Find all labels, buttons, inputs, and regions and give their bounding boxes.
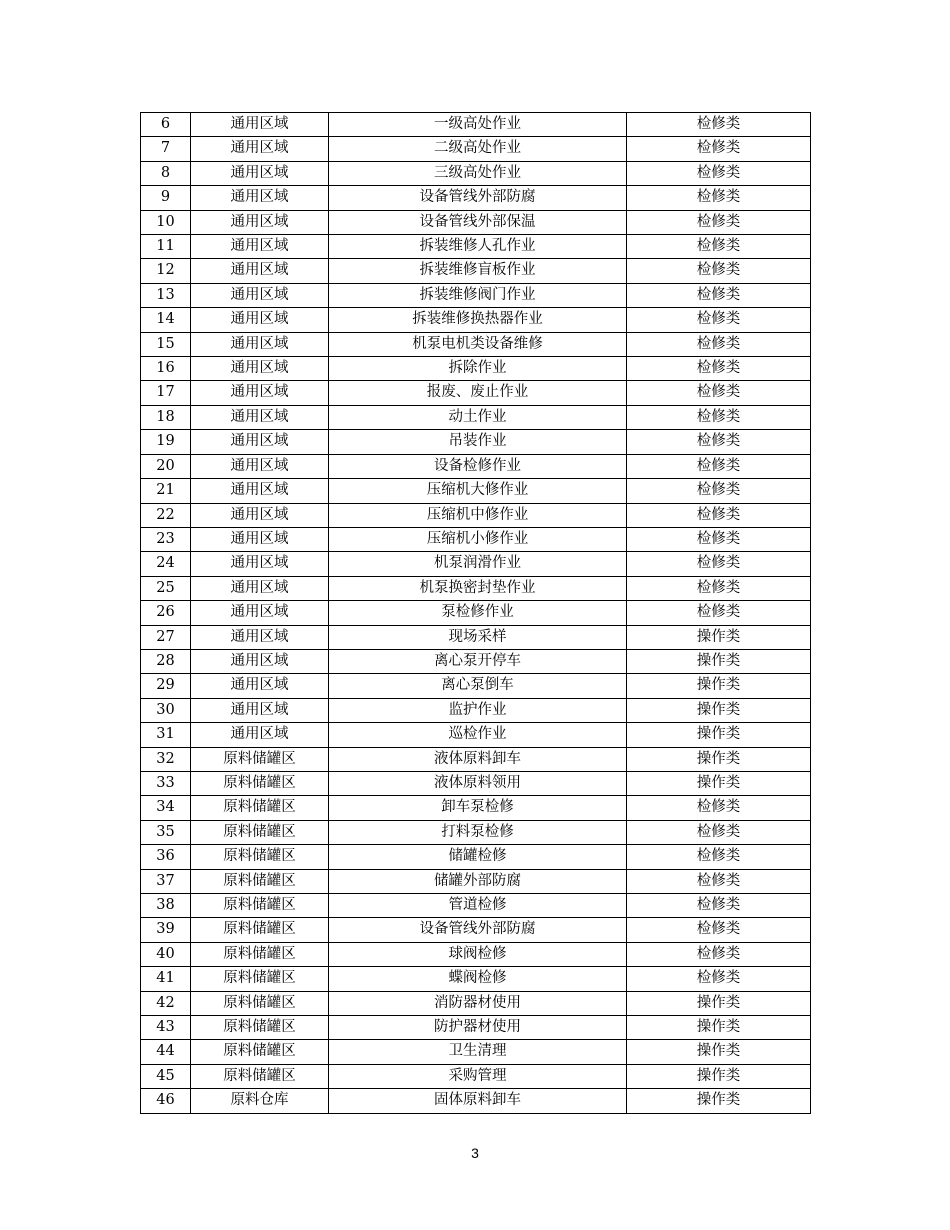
area-cell: 通用区域 [191, 308, 329, 332]
task-name-cell: 压缩机小修作业 [329, 527, 627, 551]
table-row [141, 747, 811, 771]
task-name-cell: 巡检作业 [329, 723, 627, 747]
category-cell: 检修类 [627, 796, 811, 820]
area-cell: 原料储罐区 [191, 918, 329, 942]
table-row [141, 820, 811, 844]
category-cell: 检修类 [627, 552, 811, 576]
category-cell: 检修类 [627, 576, 811, 600]
task-name-cell: 管道检修 [329, 894, 627, 918]
table-body [141, 113, 811, 1114]
row-number-cell: 33 [141, 771, 191, 795]
area-cell: 通用区域 [191, 527, 329, 551]
area-cell: 通用区域 [191, 210, 329, 234]
category-cell: 检修类 [627, 283, 811, 307]
area-cell: 通用区域 [191, 357, 329, 381]
table-row [141, 283, 811, 307]
area-cell: 原料储罐区 [191, 796, 329, 820]
task-name-cell: 监护作业 [329, 698, 627, 722]
task-name-cell: 球阀检修 [329, 942, 627, 966]
area-cell: 通用区域 [191, 332, 329, 356]
area-cell: 通用区域 [191, 723, 329, 747]
row-number-cell: 40 [141, 942, 191, 966]
area-cell: 原料储罐区 [191, 1064, 329, 1088]
task-name-cell: 储罐检修 [329, 845, 627, 869]
task-name-cell: 打料泵检修 [329, 820, 627, 844]
task-name-cell: 拆装维修阀门作业 [329, 283, 627, 307]
row-number-cell: 43 [141, 1016, 191, 1040]
row-number-cell: 31 [141, 723, 191, 747]
row-number-cell: 8 [141, 161, 191, 185]
row-number-cell: 9 [141, 186, 191, 210]
category-cell: 检修类 [627, 527, 811, 551]
area-cell: 通用区域 [191, 454, 329, 478]
row-number-cell: 6 [141, 113, 191, 137]
table-row [141, 723, 811, 747]
table-row [141, 1064, 811, 1088]
row-number-cell: 27 [141, 625, 191, 649]
category-cell: 检修类 [627, 454, 811, 478]
row-number-cell: 17 [141, 381, 191, 405]
row-number-cell: 34 [141, 796, 191, 820]
task-name-cell: 一级高处作业 [329, 113, 627, 137]
category-cell: 检修类 [627, 357, 811, 381]
task-name-cell: 机泵润滑作业 [329, 552, 627, 576]
table-row [141, 357, 811, 381]
table-row [141, 332, 811, 356]
area-cell: 通用区域 [191, 405, 329, 429]
area-cell: 通用区域 [191, 625, 329, 649]
table-row [141, 771, 811, 795]
row-number-cell: 39 [141, 918, 191, 942]
task-name-cell: 卫生清理 [329, 1040, 627, 1064]
category-cell: 操作类 [627, 698, 811, 722]
row-number-cell: 21 [141, 479, 191, 503]
row-number-cell: 23 [141, 527, 191, 551]
table-row [141, 991, 811, 1015]
table-row [141, 1089, 811, 1113]
task-name-cell: 离心泵倒车 [329, 674, 627, 698]
table-row [141, 405, 811, 429]
row-number-cell: 10 [141, 210, 191, 234]
area-cell: 原料储罐区 [191, 869, 329, 893]
task-name-cell: 泵检修作业 [329, 601, 627, 625]
area-cell: 通用区域 [191, 381, 329, 405]
category-cell: 操作类 [627, 649, 811, 673]
area-cell: 原料储罐区 [191, 991, 329, 1015]
page-number: 3 [471, 1145, 479, 1161]
category-cell: 操作类 [627, 625, 811, 649]
category-cell: 检修类 [627, 405, 811, 429]
area-cell: 通用区域 [191, 552, 329, 576]
task-name-cell: 卸车泵检修 [329, 796, 627, 820]
category-cell: 检修类 [627, 137, 811, 161]
area-cell: 原料储罐区 [191, 747, 329, 771]
row-number-cell: 16 [141, 357, 191, 381]
category-cell: 操作类 [627, 771, 811, 795]
category-cell: 检修类 [627, 942, 811, 966]
task-name-cell: 液体原料卸车 [329, 747, 627, 771]
task-name-cell: 防护器材使用 [329, 1016, 627, 1040]
task-name-cell: 机泵换密封垫作业 [329, 576, 627, 600]
area-cell: 原料储罐区 [191, 894, 329, 918]
task-name-cell: 三级高处作业 [329, 161, 627, 185]
table-row [141, 894, 811, 918]
category-cell: 检修类 [627, 869, 811, 893]
area-cell: 通用区域 [191, 576, 329, 600]
task-name-cell: 离心泵开停车 [329, 649, 627, 673]
table-row [141, 430, 811, 454]
row-number-cell: 13 [141, 283, 191, 307]
row-number-cell: 38 [141, 894, 191, 918]
row-number-cell: 7 [141, 137, 191, 161]
task-name-cell: 压缩机中修作业 [329, 503, 627, 527]
row-number-cell: 44 [141, 1040, 191, 1064]
category-cell: 检修类 [627, 381, 811, 405]
category-cell: 检修类 [627, 918, 811, 942]
row-number-cell: 28 [141, 649, 191, 673]
area-cell: 通用区域 [191, 186, 329, 210]
row-number-cell: 37 [141, 869, 191, 893]
task-name-cell: 现场采样 [329, 625, 627, 649]
category-cell: 检修类 [627, 259, 811, 283]
category-cell: 操作类 [627, 1089, 811, 1113]
task-name-cell: 拆装维修盲板作业 [329, 259, 627, 283]
task-name-cell: 液体原料领用 [329, 771, 627, 795]
area-cell: 通用区域 [191, 479, 329, 503]
row-number-cell: 14 [141, 308, 191, 332]
area-cell: 通用区域 [191, 113, 329, 137]
area-cell: 通用区域 [191, 698, 329, 722]
category-cell: 检修类 [627, 235, 811, 259]
table-row [141, 527, 811, 551]
category-cell: 操作类 [627, 747, 811, 771]
task-name-cell: 动土作业 [329, 405, 627, 429]
table-row [141, 918, 811, 942]
row-number-cell: 18 [141, 405, 191, 429]
area-cell: 原料仓库 [191, 1089, 329, 1113]
row-number-cell: 30 [141, 698, 191, 722]
area-cell: 通用区域 [191, 259, 329, 283]
table-row [141, 869, 811, 893]
table-row [141, 845, 811, 869]
category-cell: 检修类 [627, 430, 811, 454]
row-number-cell: 35 [141, 820, 191, 844]
area-cell: 通用区域 [191, 503, 329, 527]
task-name-cell: 拆装维修换热器作业 [329, 308, 627, 332]
category-cell: 检修类 [627, 820, 811, 844]
area-cell: 原料储罐区 [191, 820, 329, 844]
category-cell: 检修类 [627, 113, 811, 137]
task-name-cell: 固体原料卸车 [329, 1089, 627, 1113]
table-row [141, 503, 811, 527]
area-cell: 通用区域 [191, 235, 329, 259]
category-cell: 检修类 [627, 479, 811, 503]
table-row [141, 235, 811, 259]
table-row [141, 625, 811, 649]
category-cell: 检修类 [627, 161, 811, 185]
task-name-cell: 二级高处作业 [329, 137, 627, 161]
area-cell: 原料储罐区 [191, 845, 329, 869]
area-cell: 原料储罐区 [191, 1040, 329, 1064]
table-row [141, 1040, 811, 1064]
category-cell: 检修类 [627, 503, 811, 527]
task-name-cell: 拆除作业 [329, 357, 627, 381]
task-name-cell: 蝶阀检修 [329, 967, 627, 991]
area-cell: 通用区域 [191, 601, 329, 625]
row-number-cell: 12 [141, 259, 191, 283]
row-number-cell: 42 [141, 991, 191, 1015]
area-cell: 通用区域 [191, 161, 329, 185]
table-row [141, 186, 811, 210]
table-row [141, 967, 811, 991]
category-cell: 检修类 [627, 845, 811, 869]
category-cell: 检修类 [627, 186, 811, 210]
area-cell: 原料储罐区 [191, 1016, 329, 1040]
task-name-cell: 拆装维修人孔作业 [329, 235, 627, 259]
table-row [141, 479, 811, 503]
row-number-cell: 25 [141, 576, 191, 600]
task-name-cell: 吊装作业 [329, 430, 627, 454]
category-cell: 操作类 [627, 1064, 811, 1088]
table-row [141, 649, 811, 673]
task-name-cell: 设备检修作业 [329, 454, 627, 478]
row-number-cell: 46 [141, 1089, 191, 1113]
row-number-cell: 24 [141, 552, 191, 576]
table-row [141, 454, 811, 478]
task-name-cell: 储罐外部防腐 [329, 869, 627, 893]
area-cell: 通用区域 [191, 137, 329, 161]
category-cell: 操作类 [627, 723, 811, 747]
category-cell: 检修类 [627, 894, 811, 918]
table-row [141, 161, 811, 185]
area-cell: 通用区域 [191, 674, 329, 698]
table-row [141, 381, 811, 405]
area-cell: 通用区域 [191, 649, 329, 673]
table-row [141, 259, 811, 283]
row-number-cell: 41 [141, 967, 191, 991]
task-name-cell: 机泵电机类设备维修 [329, 332, 627, 356]
task-name-cell: 设备管线外部保温 [329, 210, 627, 234]
table-row [141, 698, 811, 722]
table-row [141, 796, 811, 820]
row-number-cell: 15 [141, 332, 191, 356]
row-number-cell: 22 [141, 503, 191, 527]
area-cell: 通用区域 [191, 283, 329, 307]
row-number-cell: 36 [141, 845, 191, 869]
task-table [140, 112, 811, 1114]
area-cell: 原料储罐区 [191, 771, 329, 795]
category-cell: 检修类 [627, 308, 811, 332]
category-cell: 操作类 [627, 674, 811, 698]
row-number-cell: 29 [141, 674, 191, 698]
table-row [141, 137, 811, 161]
task-name-cell: 设备管线外部防腐 [329, 918, 627, 942]
table-row [141, 552, 811, 576]
category-cell: 检修类 [627, 332, 811, 356]
category-cell: 操作类 [627, 1016, 811, 1040]
table-row [141, 113, 811, 137]
category-cell: 检修类 [627, 210, 811, 234]
area-cell: 原料储罐区 [191, 942, 329, 966]
row-number-cell: 32 [141, 747, 191, 771]
row-number-cell: 11 [141, 235, 191, 259]
category-cell: 检修类 [627, 967, 811, 991]
table-row [141, 210, 811, 234]
task-name-cell: 设备管线外部防腐 [329, 186, 627, 210]
table-row [141, 1016, 811, 1040]
task-name-cell: 采购管理 [329, 1064, 627, 1088]
area-cell: 通用区域 [191, 430, 329, 454]
table-row [141, 601, 811, 625]
row-number-cell: 45 [141, 1064, 191, 1088]
row-number-cell: 26 [141, 601, 191, 625]
table-row [141, 576, 811, 600]
table-row [141, 674, 811, 698]
task-name-cell: 压缩机大修作业 [329, 479, 627, 503]
task-name-cell: 报废、废止作业 [329, 381, 627, 405]
row-number-cell: 19 [141, 430, 191, 454]
task-name-cell: 消防器材使用 [329, 991, 627, 1015]
category-cell: 操作类 [627, 991, 811, 1015]
category-cell: 操作类 [627, 1040, 811, 1064]
area-cell: 原料储罐区 [191, 967, 329, 991]
row-number-cell: 20 [141, 454, 191, 478]
table-row [141, 942, 811, 966]
category-cell: 检修类 [627, 601, 811, 625]
table-row [141, 308, 811, 332]
